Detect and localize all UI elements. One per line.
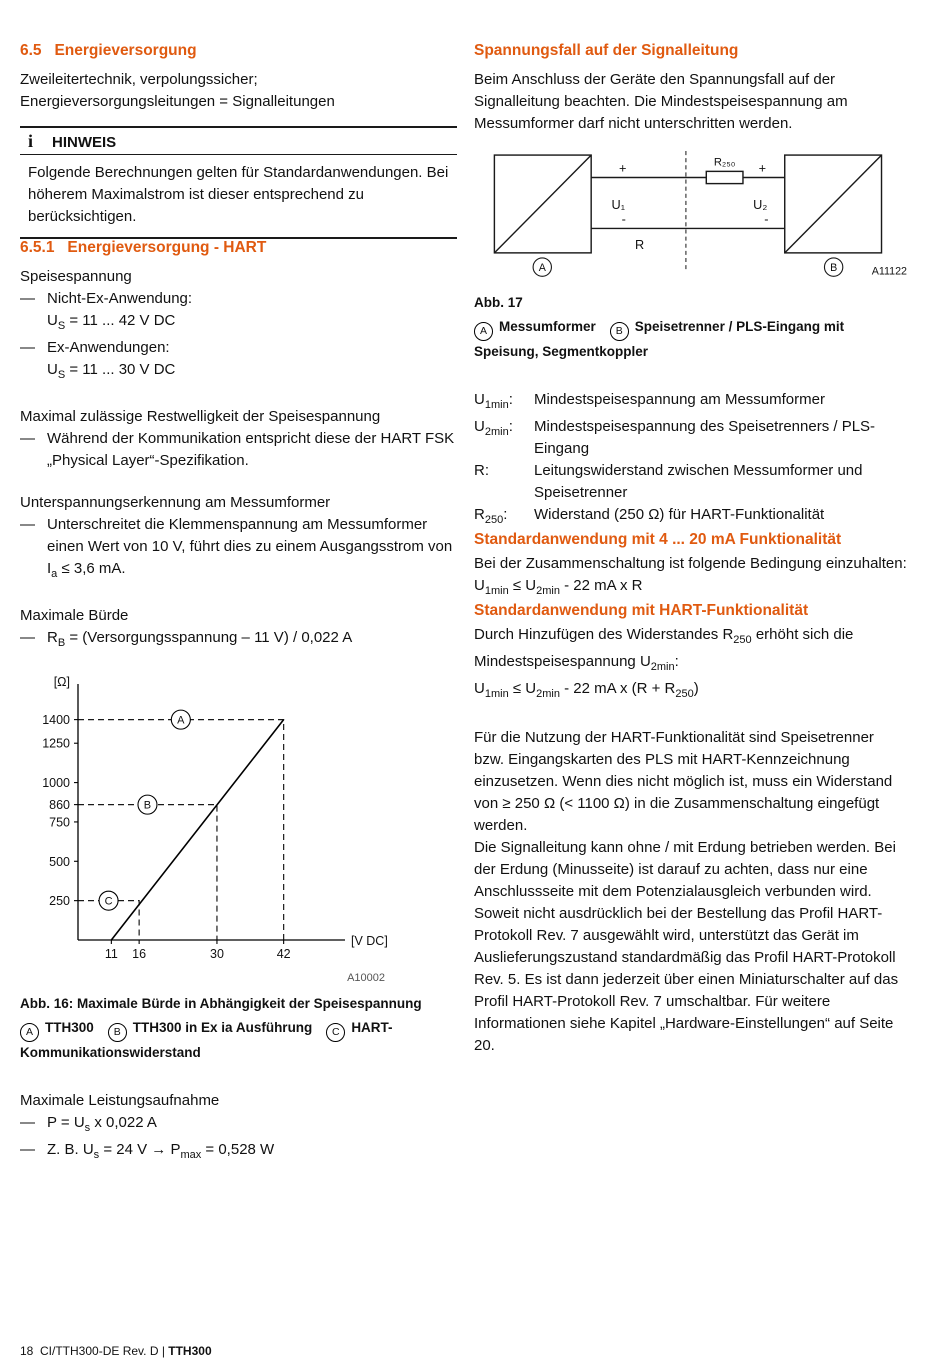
unterspannung-title: Unterspannungserkennung am Messumformer: [20, 494, 331, 511]
svg-text:[V DC]: [V DC]: [351, 934, 388, 948]
u2-label: U₂: [753, 197, 768, 213]
bullet-dash: —: [20, 1140, 35, 1158]
bullet-text: $P = U_s$ x 0,022 A: [47, 1113, 157, 1134]
bullet-dash: —: [20, 1113, 35, 1131]
std-hart-formula: $U_{1min} \le U_{2min} - 22$ mA x $(R + R_{250})$: [474, 679, 699, 700]
bullet-text: Während der Kommunikation entspricht diese der HART FSK „Physical Layer“-Spezifikation.: [47, 430, 455, 469]
std-hart-body: Durch Hinzufügen des Widerstandes $R_{250}$ erhöht sich die Mindestspeisespannung $U_{2min}$:: [474, 625, 854, 673]
buerde-title: Maximale Bürde: [20, 607, 129, 624]
signal-line-paragraph: Die Signalleitung kann ohne / mit Erdung betrieben werden. Bei der Erdung (Minusseite) ist darauf zu achten, dass nur eine Anschlussseite mit dem Potenzialausgleich verbunden wird. Soweit nicht ausdrücklich bei der Bestellung das Profil HART-Protokoll Rev. 7 ausgewählt wird, unterstützt das Gerät im Auslieferungszustand standardmäßig das Profil HART-Protokoll Rev. 5. Es ist dann jederzeit über einen Miniaturschalter auf das Profil HART-Protokoll Rev. 7 umschaltbar. Für weitere Informationen siehe Kapitel „Hardware-Einstellungen“ auf Seite 20.: [474, 838, 899, 1054]
svg-text:A: A: [177, 714, 185, 727]
burde-line-chart: [24, 672, 389, 970]
info-icon: i: [28, 131, 34, 151]
svg-text:[Ω]: [Ω]: [53, 675, 70, 689]
definition-term: R:: [474, 461, 489, 479]
bullet-item: [20, 1112, 457, 1139]
burde-chart: [24, 672, 457, 970]
bullet-dash: —: [20, 516, 35, 533]
callout-b-letter: B: [830, 262, 838, 275]
bullet-value: $U_S = 11$ ... 42 V DC: [47, 312, 176, 332]
std-420-body: Bei der Zusammenschaltung ist folgende Bedingung einzuhalten:: [474, 554, 907, 572]
bullet-text: $R_B$ = (Versorgungsspannung – 11 V) / 0,022 A: [47, 629, 353, 649]
section-heading-6-5: 6.5 Energieversorgung: [20, 42, 197, 59]
bullet-item: [20, 288, 457, 337]
svg-text:500: 500: [49, 854, 70, 869]
figure-17-diagram: [474, 151, 907, 283]
bullet-dash: —: [20, 430, 35, 447]
figure-16-caption: [20, 994, 457, 1013]
definition-desc: Mindestspeisespannung am Messumformer: [534, 390, 825, 408]
speisespannung-title: Speisespannung: [20, 268, 132, 285]
bullet-label: Nicht-Ex-Anwendung:: [47, 290, 193, 307]
line-resistance-label: R: [634, 236, 645, 252]
section-heading-6-5-1: 6.5.1 Energieversorgung - HART: [20, 239, 267, 256]
u1-label: U₁: [611, 197, 626, 213]
left-column: [20, 42, 457, 1166]
notice-header: [20, 128, 457, 155]
figure-16-caption-number: Abb. 16:: [20, 996, 74, 1011]
heading-std-hart: Standardanwendung mit HART-Funktionalität: [474, 601, 809, 619]
figure-17: [474, 151, 907, 363]
bullet-item: [20, 337, 457, 386]
footer-page-ref: 18 CI/TTH300-DE Rev. D |: [20, 1344, 169, 1358]
footer-doc-name: TTH300: [168, 1344, 212, 1358]
legend-key-c: C: [326, 1023, 345, 1042]
bullet-text: Z. B. $U_s = 24$ $V \to P_{max} = 0,528$ W: [47, 1140, 275, 1161]
figure-17-caption: Abb. 17: [474, 295, 523, 311]
bullet-dash: —: [20, 290, 35, 307]
minus-left-label: -: [621, 211, 626, 227]
r250-label: R₂₅₀: [713, 156, 736, 169]
legend-key-b: B: [108, 1023, 127, 1042]
svg-text:1400: 1400: [42, 713, 70, 728]
intro-line-1: Zweileitertechnik, verpolungssicher;: [20, 71, 258, 88]
bullet-dash: —: [20, 339, 35, 356]
legend-text-a: TTH300: [45, 1020, 94, 1035]
bullet-item: [20, 1139, 457, 1166]
svg-text:1250: 1250: [42, 736, 70, 751]
legend-text-b: Speisetrenner / PLS-Eingang mit Speisung, Segmentkoppler: [474, 319, 845, 359]
heading-std-420: Standardanwendung mit 4 ... 20 mA Funktionalität: [474, 530, 842, 548]
callout-a-letter: A: [538, 262, 546, 275]
plus-right-label: +: [758, 160, 767, 176]
definition-term: $R_{250}$:: [474, 505, 508, 526]
right-column: [474, 42, 907, 1057]
plus-left-label: +: [619, 160, 627, 176]
svg-text:11: 11: [104, 947, 118, 961]
svg-text:250: 250: [49, 894, 70, 909]
definition-term: $U_{2min}$:: [474, 417, 513, 438]
r250-resistor: [706, 171, 743, 183]
legend-key-a: A: [474, 322, 493, 341]
notice-box: [20, 126, 457, 239]
bullet-label: Ex-Anwendungen:: [47, 339, 170, 356]
legend-text-c: HART-Kommunikationswiderstand: [20, 1020, 393, 1060]
svg-text:42: 42: [276, 947, 291, 961]
svg-text:C: C: [104, 895, 113, 908]
intro-line-2: Energieversorgungsleitungen = Signalleitungen: [20, 93, 335, 110]
heading-spannungsfall: Spannungsfall auf der Signalleitung: [474, 42, 739, 59]
hart-usage-paragraph: Für die Nutzung der HART-Funktionalität sind Speisetrenner bzw. Eingangskarten des PLS mit HART-Kennzeichnung einzusetzen. Wenn dies nicht möglich ist, muss ein Widerstand von ≥ 250 Ω (< 1100 Ω) in die Zusammenschaltung eingefügt werden.: [474, 728, 893, 834]
bullet-value: $U_S = 11$ ... 30 V DC: [47, 361, 176, 381]
figure-16-legend: [20, 1017, 457, 1064]
figure-16-code: A10002: [347, 972, 385, 984]
leistung-title: Maximale Leistungsaufnahme: [20, 1091, 220, 1109]
legend-key-a: A: [20, 1023, 39, 1042]
svg-text:750: 750: [49, 815, 70, 830]
svg-text:30: 30: [210, 947, 224, 961]
std-420-formula: $U_{1min} \le U_{2min} - 22$ mA x R: [474, 576, 643, 597]
legend-text-b: TTH300 in Ex ia Ausführung: [132, 1020, 313, 1035]
bullet-item: [20, 514, 457, 585]
bullet-dash: —: [20, 629, 35, 646]
definition-term: $U_{1min}$:: [474, 390, 513, 411]
definition-desc: Mindestspeisespannung des Speisetrenners / PLS-Eingang: [534, 417, 876, 457]
page-footer: [20, 1344, 212, 1358]
restwelligkeit-title: Maximal zulässige Restwelligkeit der Speisespannung: [20, 408, 381, 425]
definition-desc: Leitungswiderstand zwischen Messumformer und Speisetrenner: [534, 461, 863, 501]
legend-text-a: Messumformer: [499, 319, 596, 335]
bullet-item: [20, 627, 457, 654]
notice-text: Folgende Berechnungen gelten für Standardanwendungen. Bei höherem Maximalstrom ist dieser entsprechend zu berücksichtigen.: [28, 164, 449, 225]
svg-text:1000: 1000: [42, 776, 70, 791]
spannungsfall-text: Beim Anschluss der Geräte den Spannungsfall auf der Signalleitung beachten. Die Mindestspeisespannung am Messumformer darf nicht unterschritten werden.: [474, 71, 848, 132]
notice-title: HINWEIS: [52, 134, 117, 151]
definition-desc: Widerstand (250 Ω) für HART-Funktionalität: [534, 505, 825, 523]
figure-17-code: A11122: [871, 265, 907, 278]
svg-text:860: 860: [49, 798, 70, 813]
minus-right-label: -: [764, 211, 769, 227]
figure-16: [20, 672, 457, 1064]
definition-list: [474, 389, 907, 531]
svg-text:16: 16: [132, 947, 147, 961]
bullet-text: Unterschreitet die Klemmenspannung am Messumformer einen Wert von 10 V, führt dies zu einem Ausgangsstrom von $I_a \le 3,6$ mA.: [47, 516, 453, 580]
svg-text:B: B: [143, 799, 152, 812]
bullet-item: [20, 428, 457, 472]
figure-16-caption-text: Maximale Bürde in Abhängigkeit der Speisespannung: [77, 996, 422, 1011]
figure-17-legend: [474, 316, 907, 363]
legend-key-b: B: [610, 322, 629, 341]
